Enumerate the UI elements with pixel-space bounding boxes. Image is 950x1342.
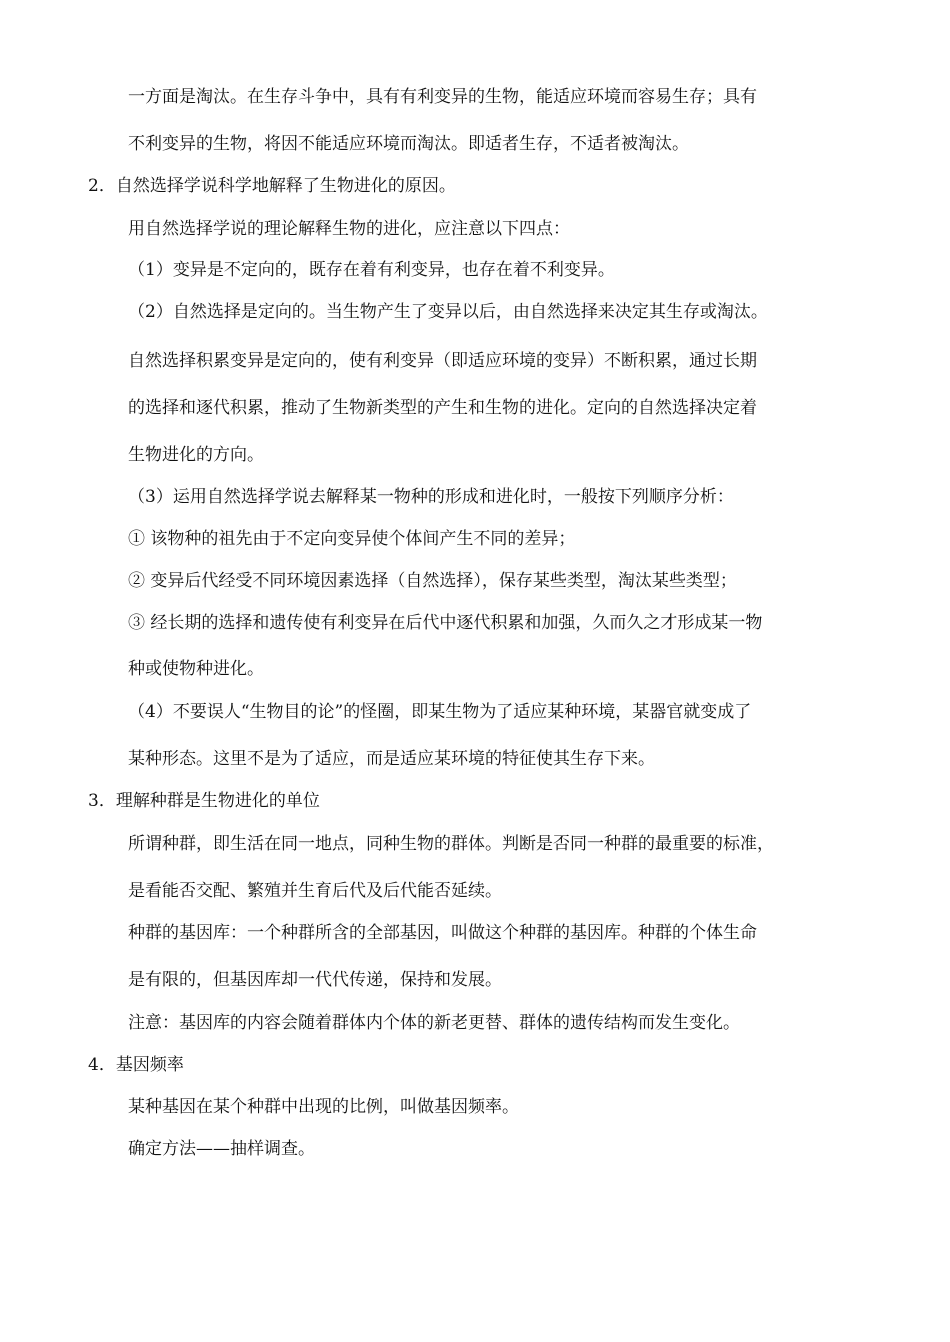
- paragraph-line: 自然选择积累变异是定向的，使有利变异（即适应环境的变异）不断积累，通过长期: [128, 351, 757, 371]
- list-item-2: （2）自然选择是定向的。当生物产生了变异以后，由自然选择来决定其生存或淘汰。: [128, 302, 768, 322]
- sub-item-3: ③ 经长期的选择和遗传使有利变异在后代中逐代积累和加强，久而久之才形成某一物: [128, 613, 763, 633]
- paragraph-line: 所谓种群，即生活在同一地点，同种生物的群体。判断是否同一种群的最重要的标准，: [128, 834, 774, 854]
- paragraph-line: 是看能否交配、繁殖并生育后代及后代能否延续。: [128, 881, 502, 901]
- paragraph-line: 种或使物种进化。: [128, 659, 264, 679]
- paragraph-line: 是有限的，但基因库却一代代传递，保持和发展。: [128, 970, 502, 990]
- sub-item-1: ① 该物种的祖先由于不定向变异使个体间产生不同的差异；: [128, 529, 576, 549]
- paragraph-line: 某种形态。这里不是为了适应，而是适应某环境的特征使其生存下来。: [128, 749, 655, 769]
- section-heading-2: 2．自然选择学说科学地解释了生物进化的原因。: [88, 176, 456, 196]
- paragraph-line: 生物进化的方向。: [128, 445, 264, 465]
- note-line: 注意：基因库的内容会随着群体内个体的新老更替、群体的遗传结构而发生变化。: [128, 1013, 740, 1033]
- paragraph-line: 某种基因在某个种群中出现的比例，叫做基因频率。: [128, 1097, 519, 1117]
- paragraph-line: 的选择和逐代积累，推动了生物新类型的产生和生物的进化。定向的自然选择决定着: [128, 398, 757, 418]
- section-heading-3: 3．理解种群是生物进化的单位: [88, 791, 320, 811]
- paragraph-line: 确定方法——抽样调查。: [128, 1139, 315, 1159]
- list-item-1: （1）变异是不定向的，既存在着有利变异，也存在着不利变异。: [128, 260, 615, 280]
- paragraph-line: 种群的基因库：一个种群所含的全部基因，叫做这个种群的基因库。种群的个体生命: [128, 923, 757, 943]
- paragraph-line: 用自然选择学说的理论解释生物的进化，应注意以下四点：: [128, 219, 570, 239]
- section-heading-4: 4．基因频率: [88, 1055, 184, 1075]
- sub-item-2: ② 变异后代经受不同环境因素选择（自然选择），保存某些类型，淘汰某些类型；: [128, 571, 737, 591]
- paragraph-line: 不利变异的生物，将因不能适应环境而淘汰。即适者生存，不适者被淘汰。: [128, 134, 689, 154]
- paragraph-line: 一方面是淘汰。在生存斗争中，具有有利变异的生物，能适应环境而容易生存；具有: [128, 87, 757, 107]
- list-item-4: （4）不要误人“生物目的论”的怪圈，即某生物为了适应某种环境，某器官就变成了: [128, 702, 752, 722]
- list-item-3: （3）运用自然选择学说去解释某一物种的形成和进化时，一般按下列顺序分析：: [128, 487, 734, 507]
